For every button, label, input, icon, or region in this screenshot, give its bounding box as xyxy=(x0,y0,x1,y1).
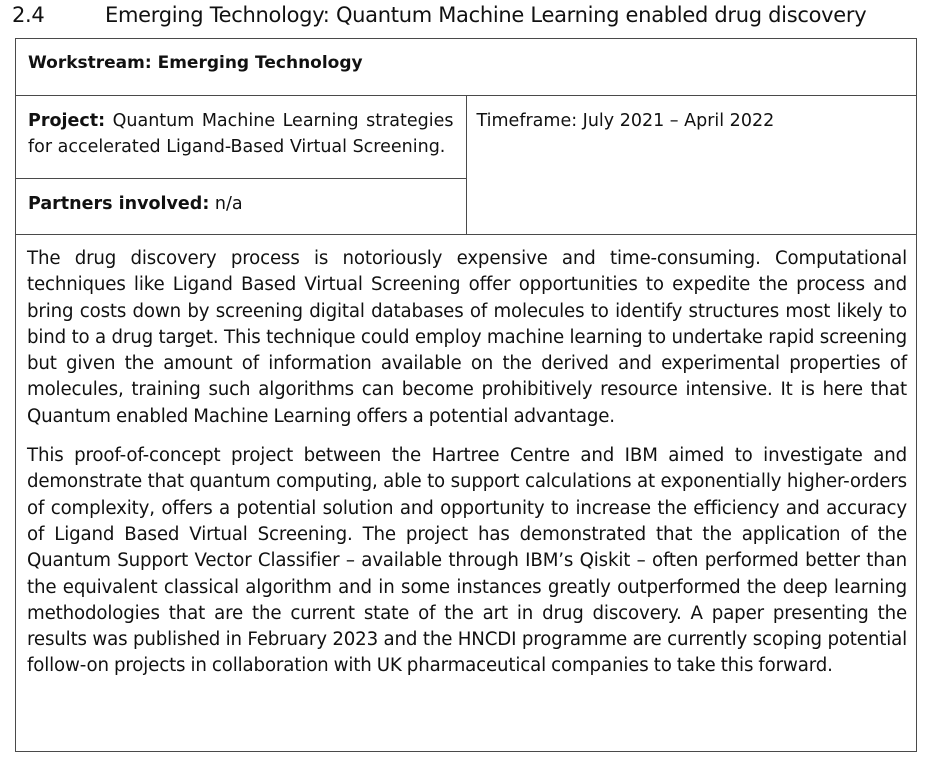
project-table xyxy=(15,38,917,752)
section-heading xyxy=(0,0,929,34)
description-paragraph-1: The drug discovery process is notoriously expensive and time-consuming. Computational techniques like Ligand Based Virtual Screening offer opportunities to expedite the process and bring costs down by screening digital databases of molecules to identify structures most likely to bind to a drug target. This technique could employ machine learning to undertake rapid screening but given the amount of information available on the derived and experimental properties of molecules, training such algorithms can become prohibitively resource intensive. It is here that Quantum enabled Machine Learning offers a potential advantage. xyxy=(27,248,907,427)
partners-cell xyxy=(16,179,467,235)
workstream-value: Emerging Technology xyxy=(157,53,363,73)
timeframe-text: Timeframe: July 2021 – April 2022 xyxy=(476,111,775,131)
section-title: Emerging Technology: Quantum Machine Learning enabled drug discovery xyxy=(105,3,867,27)
workstream-label: Workstream: xyxy=(28,53,152,73)
workstream-cell xyxy=(16,39,917,96)
description-cell xyxy=(16,235,917,752)
section-number: 2.4 xyxy=(12,3,45,27)
partners-value: n/a xyxy=(214,194,243,214)
project-cell xyxy=(16,96,467,179)
project-value: Quantum Machine Learning strategies for accelerated Ligand-Based Virtual Screening. xyxy=(28,111,454,157)
partners-label: Partners involved: xyxy=(28,194,210,214)
timeframe-cell xyxy=(466,96,917,235)
project-label: Project: xyxy=(28,111,106,131)
description-paragraph-2: This proof-of-concept project between the Hartree Centre and IBM aimed to investigate and demonstrate that quantum computing, able to support calculations at exponentially higher-orders of complexity, offers a potential solution and opportunity to increase the efficiency and accuracy of Ligand Based Virtual Screening. The project has demonstrated that the application of the Quantum Support Vector Classifier – available through IBM’s Qiskit – often performed better than the equivalent classical algorithm and in some instances greatly outperformed the deep learning methodologies that are the current state of the art in drug discovery. A paper presenting the results was published in February 2023 and the HNCDI programme are currently scoping potential follow-on projects in collaboration with UK pharmaceutical companies to take this forward. xyxy=(27,445,907,677)
